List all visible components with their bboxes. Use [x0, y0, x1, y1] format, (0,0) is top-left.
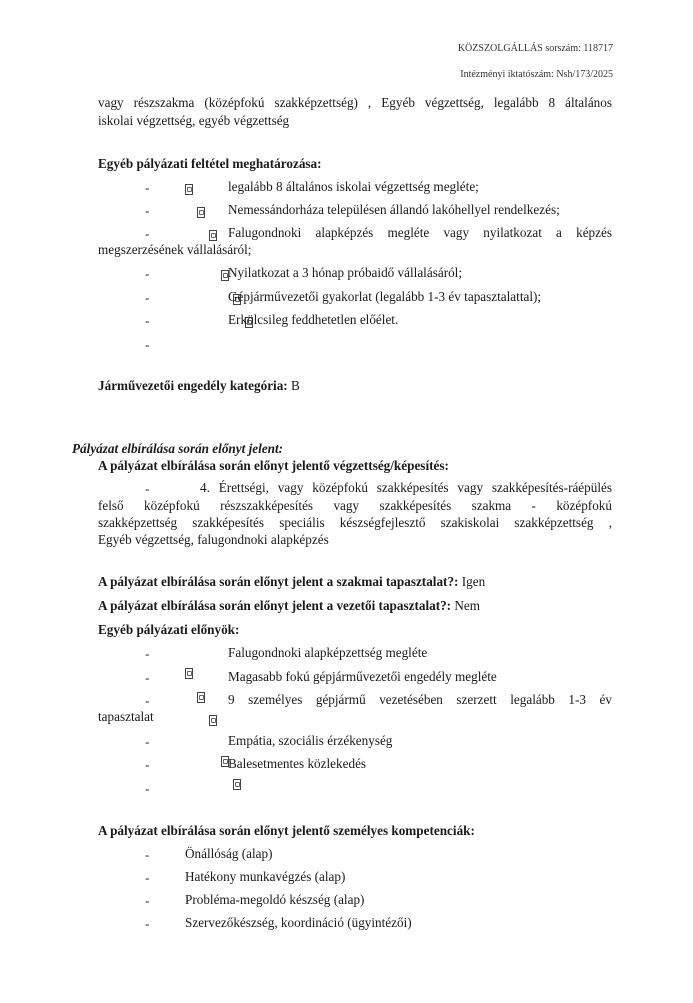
leadership-experience — [98, 598, 480, 614]
bullet-dash: - — [145, 290, 150, 305]
checkbox-glyph-icon — [233, 779, 241, 790]
competency-item: Szervezőkészség, koordináció (ügyintézői) — [185, 915, 412, 930]
advantage-title: Pályázat elbírálása során előnyt jelent: — [72, 441, 283, 456]
checkbox-glyph-icon — [185, 668, 193, 679]
bullet-dash: - — [145, 893, 150, 908]
bullet-dash: - — [145, 734, 150, 749]
condition-item-continuation: megszerzésének vállalásáról; — [98, 242, 252, 257]
bullet-dash: - — [145, 180, 150, 195]
bullet-dash: - — [145, 916, 150, 931]
bullet-dash: - — [145, 847, 150, 862]
competency-item: Önállóság (alap) — [185, 846, 273, 861]
education-line-4: Egyéb végzettség, falugondnoki alapképzés — [98, 532, 329, 547]
other-conditions-heading: Egyéb pályázati feltétel meghatározása: — [98, 156, 322, 171]
bullet-dash: - — [145, 693, 150, 708]
bullet-dash: - — [145, 266, 150, 281]
checkbox-glyph-icon — [197, 692, 205, 703]
other-advantages-heading: Egyéb pályázati előnyök: — [98, 622, 240, 637]
advantage-item: 9 személyes gépjármű vezetésében szerzett legalább 1-3 év — [228, 692, 612, 707]
bullet-dash: - — [145, 313, 150, 328]
competency-item: Probléma-megoldó készség (alap) — [185, 892, 365, 907]
intro-line-2: iskolai végzettség, egyéb végzettség — [98, 113, 290, 128]
license-label: Járművezetői engedély kategória: — [98, 378, 288, 393]
bullet-dash: - — [145, 870, 150, 885]
lead-exp-value: Nem — [451, 598, 481, 613]
professional-experience — [98, 574, 485, 590]
competencies-heading: A pályázat elbírálása során előnyt jelentő személyes kompetenciák: — [98, 823, 475, 838]
bullet-dash: - — [145, 670, 150, 685]
intro-line-1: vagy részszakma (középfokú szakképzettség) , Egyéb végzettség, legalább 8 általános — [98, 95, 612, 110]
bullet-dash: - — [145, 337, 150, 352]
condition-item: Nyilatkozat a 3 hónap próbaidő vállalásáról; — [228, 265, 463, 280]
prof-exp-label: A pályázat elbírálása során előnyt jelent a szakmai tapasztalat?: — [98, 574, 459, 589]
bullet-dash: - — [145, 757, 150, 772]
checkbox-glyph-icon — [185, 184, 193, 195]
advantage-item: Magasabb fokú gépjárművezetői engedély megléte — [228, 669, 497, 684]
bullet-dash: - — [145, 203, 150, 218]
bullet-dash: - — [145, 646, 150, 661]
advantage-item: Empátia, szociális érzékenység — [228, 733, 393, 748]
condition-item: Erkölcsileg feddhetetlen előélet. — [228, 312, 399, 327]
institutional-file-number: Intézményi iktatószám: Nsh/173/2025 — [460, 69, 613, 80]
bullet-dash: - — [145, 781, 150, 796]
condition-item: Nemessándorháza településen állandó lakóhellyel rendelkezés; — [228, 202, 560, 217]
bullet-dash: - — [145, 226, 150, 241]
condition-item: legalább 8 általános iskolai végzettség megléte; — [228, 179, 479, 194]
advantage-item: Balesetmentes közlekedés — [228, 756, 367, 771]
competency-item: Hatékony munkavégzés (alap) — [185, 869, 346, 884]
prof-exp-value: Igen — [458, 574, 486, 589]
condition-item: Gépjárművezetői gyakorlat (legalább 1-3 év tapasztalattal); — [228, 289, 542, 304]
checkbox-glyph-icon — [197, 207, 205, 218]
education-line-2: felső középfokú részszakképesítés vagy szakképesítés szakma - középfokú — [98, 498, 612, 513]
checkbox-glyph-icon — [209, 715, 217, 726]
license-category — [98, 378, 300, 394]
checkbox-glyph-icon — [209, 230, 217, 241]
condition-item: Falugondnoki alapképzés megléte vagy nyilatkozat a képzés — [228, 225, 612, 240]
lead-exp-label: A pályázat elbírálása során előnyt jelent a vezetői tapasztalat?: — [98, 598, 452, 613]
advantage-item-continuation: tapasztalat — [98, 709, 154, 724]
advantage-item: Falugondnoki alapképzettség megléte — [228, 645, 428, 660]
document-serial-number: KÖZSZOLGÁLLÁS sorszám: 118717 — [457, 43, 613, 54]
education-heading: A pályázat elbírálása során előnyt jelentő végzettség/képesítés: — [98, 458, 449, 473]
education-line-1: 4. Érettségi, vagy középfokú szakképesítés vagy szakképesítés-ráépülés — [200, 480, 612, 495]
education-line-3: szakképzettség szakképesítés speciális készségfejlesztő szakiskolai szakképzettség , — [98, 515, 612, 530]
bullet-dash: - — [145, 481, 150, 496]
license-value: B — [287, 378, 300, 393]
